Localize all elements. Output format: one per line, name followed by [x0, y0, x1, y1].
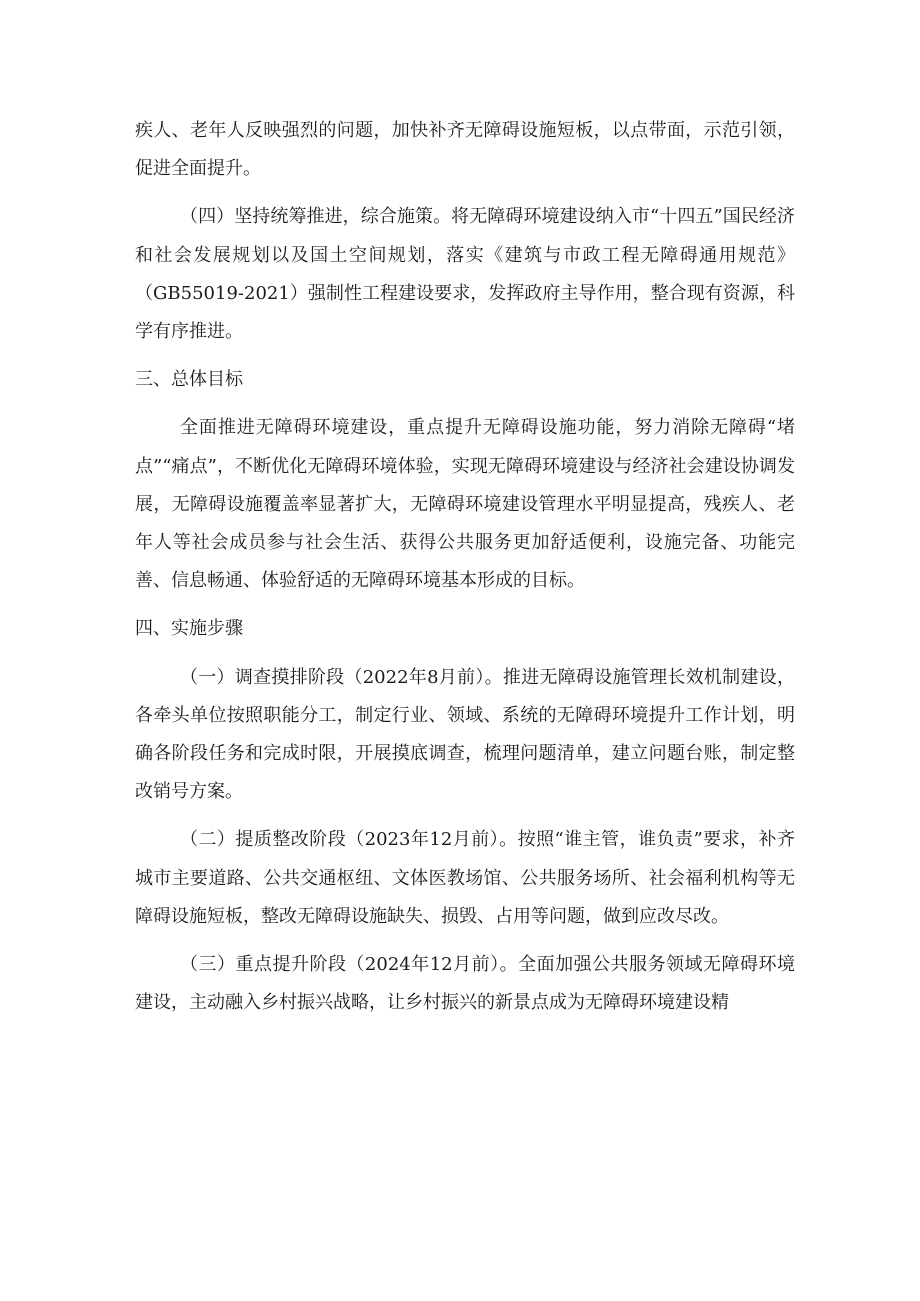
document-body	[135, 112, 795, 1032]
paragraph-step-three: （三）重点提升阶段（2024年12月前）。全面加强公共服务领域无障碍环境建设，主动融入乡村振兴战略，让乡村振兴的新景点成为无障碍环境建设精	[135, 954, 795, 1014]
section-heading-overall-goal: 三、总体目标	[135, 369, 243, 391]
paragraph-principle-four: （四）坚持统筹推进，综合施策。将无障碍环境建设纳入市“十四五”国民经济和社会发展规划以及国土空间规划，落实《建筑与市政工程无障碍通用规范》（GB55019-2021）强制性工程建设要求，发挥政府主导作用，整合现有资源，科学有序推进。	[135, 206, 795, 343]
section-heading-implementation-steps: 四、实施步骤	[135, 618, 243, 640]
paragraph-overall-goal: 全面推进无障碍环境建设，重点提升无障碍设施功能，努力消除无障碍“堵点”“痛点”，不断优化无障碍环境体验，实现无障碍环境建设与经济社会建设协调发展，无障碍设施覆盖率显著扩大，无障碍环境建设管理水平明显提高，残疾人、老年人等社会成员参与社会生活、获得公共服务更加舒适便利，设施完备、功能完善、信息畅通、体验舒适的无障碍环境基本形成的目标。	[135, 417, 795, 592]
paragraph-step-one: （一）调查摸排阶段（2022年8月前）。推进无障碍设施管理长效机制建设，各牵头单位按照职能分工，制定行业、领域、系统的无障碍环境提升工作计划，明确各阶段任务和完成时限，开展摸底调查，梳理问题清单，建立问题台账，制定整改销号方案。	[135, 666, 795, 803]
paragraph-step-two: （二）提质整改阶段（2023年12月前）。按照“谁主管，谁负责”要求，补齐城市主要道路、公共交通枢纽、文体医教场馆、公共服务场所、社会福利机构等无障碍设施短板，整改无障碍设施缺失、损毁、占用等问题，做到应改尽改。	[135, 829, 795, 927]
paragraph-continuation: 疾人、老年人反映强烈的问题，加快补齐无障碍设施短板，以点带面，示范引领，促进全面提升。	[135, 120, 795, 180]
